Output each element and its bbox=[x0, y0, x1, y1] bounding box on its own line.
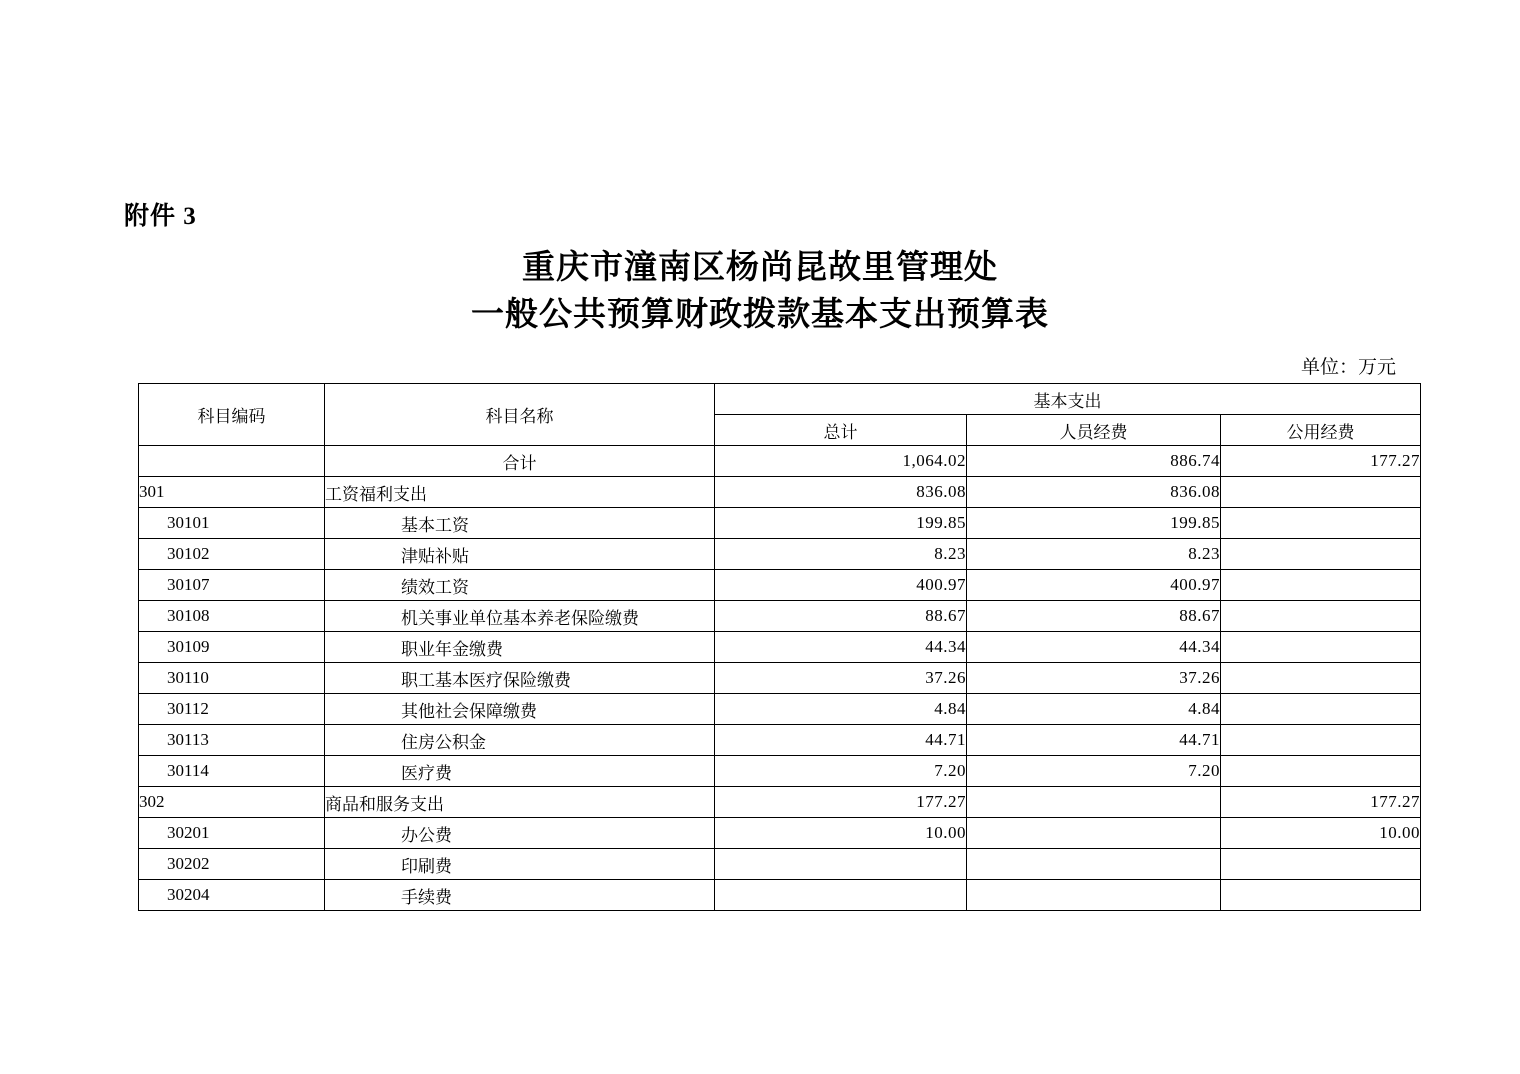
cell-name: 手续费 bbox=[325, 880, 715, 911]
header-total: 总计 bbox=[715, 415, 967, 446]
cell-public bbox=[1221, 663, 1421, 694]
cell-code: 30201 bbox=[139, 818, 325, 849]
cell-public bbox=[1221, 570, 1421, 601]
title-line-2: 一般公共预算财政拨款基本支出预算表 bbox=[471, 297, 1049, 333]
cell-total: 37.26 bbox=[715, 663, 967, 694]
table-row bbox=[139, 508, 1421, 539]
unit-note: 单位：万元 bbox=[1300, 357, 1396, 378]
cell-personnel: 836.08 bbox=[967, 477, 1221, 508]
cell-total: 836.08 bbox=[715, 477, 967, 508]
cell-personnel: 886.74 bbox=[967, 446, 1221, 477]
attachment-label: 附件 3 bbox=[124, 203, 197, 230]
table-row bbox=[139, 756, 1421, 787]
cell-public bbox=[1221, 880, 1421, 911]
cell-total: 10.00 bbox=[715, 818, 967, 849]
cell-name: 合计 bbox=[325, 446, 715, 477]
budget-table bbox=[138, 383, 1421, 911]
cell-name: 绩效工资 bbox=[325, 570, 715, 601]
cell-name: 商品和服务支出 bbox=[325, 787, 715, 818]
cell-code: 30110 bbox=[139, 663, 325, 694]
cell-personnel: 37.26 bbox=[967, 663, 1221, 694]
header-personnel: 人员经费 bbox=[967, 415, 1221, 446]
cell-public bbox=[1221, 849, 1421, 880]
cell-total: 44.71 bbox=[715, 725, 967, 756]
cell-name: 医疗费 bbox=[325, 756, 715, 787]
table-row bbox=[139, 477, 1421, 508]
cell-total: 7.20 bbox=[715, 756, 967, 787]
cell-public bbox=[1221, 725, 1421, 756]
cell-total: 1,064.02 bbox=[715, 446, 967, 477]
cell-name: 职业年金缴费 bbox=[325, 632, 715, 663]
table-row bbox=[139, 601, 1421, 632]
cell-public bbox=[1221, 601, 1421, 632]
cell-code: 30112 bbox=[139, 694, 325, 725]
cell-code: 30107 bbox=[139, 570, 325, 601]
cell-name: 津贴补贴 bbox=[325, 539, 715, 570]
table-row bbox=[139, 725, 1421, 756]
cell-public bbox=[1221, 477, 1421, 508]
cell-code: 302 bbox=[139, 787, 325, 818]
cell-total: 44.34 bbox=[715, 632, 967, 663]
header-public: 公用经费 bbox=[1221, 415, 1421, 446]
cell-code: 30108 bbox=[139, 601, 325, 632]
cell-personnel: 8.23 bbox=[967, 539, 1221, 570]
cell-name: 机关事业单位基本养老保险缴费 bbox=[325, 601, 715, 632]
header-code: 科目编码 bbox=[139, 384, 325, 446]
cell-code: 30114 bbox=[139, 756, 325, 787]
header-name: 科目名称 bbox=[325, 384, 715, 446]
cell-personnel: 44.34 bbox=[967, 632, 1221, 663]
cell-public bbox=[1221, 694, 1421, 725]
cell-personnel: 7.20 bbox=[967, 756, 1221, 787]
cell-name: 住房公积金 bbox=[325, 725, 715, 756]
cell-code: 30101 bbox=[139, 508, 325, 539]
table-row bbox=[139, 694, 1421, 725]
cell-code: 30102 bbox=[139, 539, 325, 570]
cell-code: 301 bbox=[139, 477, 325, 508]
table-row bbox=[139, 570, 1421, 601]
table-row bbox=[139, 632, 1421, 663]
table-row bbox=[139, 849, 1421, 880]
cell-personnel: 199.85 bbox=[967, 508, 1221, 539]
header-group-basic-expenditure: 基本支出 bbox=[715, 384, 1421, 415]
cell-total: 177.27 bbox=[715, 787, 967, 818]
cell-public: 10.00 bbox=[1221, 818, 1421, 849]
table-header bbox=[139, 384, 1421, 446]
cell-code: 30113 bbox=[139, 725, 325, 756]
cell-personnel: 4.84 bbox=[967, 694, 1221, 725]
cell-personnel: 88.67 bbox=[967, 601, 1221, 632]
title-line-1: 重庆市潼南区杨尚昆故里管理处 bbox=[522, 250, 998, 286]
cell-public: 177.27 bbox=[1221, 787, 1421, 818]
table-row bbox=[139, 880, 1421, 911]
cell-public: 177.27 bbox=[1221, 446, 1421, 477]
cell-code: 30202 bbox=[139, 849, 325, 880]
page-title bbox=[0, 245, 1520, 339]
cell-total bbox=[715, 849, 967, 880]
cell-personnel bbox=[967, 787, 1221, 818]
cell-public bbox=[1221, 632, 1421, 663]
cell-name: 工资福利支出 bbox=[325, 477, 715, 508]
cell-total: 400.97 bbox=[715, 570, 967, 601]
cell-name: 印刷费 bbox=[325, 849, 715, 880]
cell-public bbox=[1221, 508, 1421, 539]
cell-name: 办公费 bbox=[325, 818, 715, 849]
cell-personnel: 400.97 bbox=[967, 570, 1221, 601]
cell-total bbox=[715, 880, 967, 911]
cell-code bbox=[139, 446, 325, 477]
cell-total: 8.23 bbox=[715, 539, 967, 570]
cell-total: 88.67 bbox=[715, 601, 967, 632]
table-row bbox=[139, 446, 1421, 477]
table-body bbox=[139, 446, 1421, 911]
cell-name: 基本工资 bbox=[325, 508, 715, 539]
table-row bbox=[139, 787, 1421, 818]
cell-code: 30109 bbox=[139, 632, 325, 663]
cell-code: 30204 bbox=[139, 880, 325, 911]
cell-personnel bbox=[967, 880, 1221, 911]
table-row bbox=[139, 539, 1421, 570]
cell-public bbox=[1221, 539, 1421, 570]
cell-total: 4.84 bbox=[715, 694, 967, 725]
cell-public bbox=[1221, 756, 1421, 787]
cell-personnel bbox=[967, 818, 1221, 849]
cell-personnel bbox=[967, 849, 1221, 880]
cell-name: 职工基本医疗保险缴费 bbox=[325, 663, 715, 694]
table-row bbox=[139, 663, 1421, 694]
table-row bbox=[139, 818, 1421, 849]
cell-total: 199.85 bbox=[715, 508, 967, 539]
cell-name: 其他社会保障缴费 bbox=[325, 694, 715, 725]
cell-personnel: 44.71 bbox=[967, 725, 1221, 756]
